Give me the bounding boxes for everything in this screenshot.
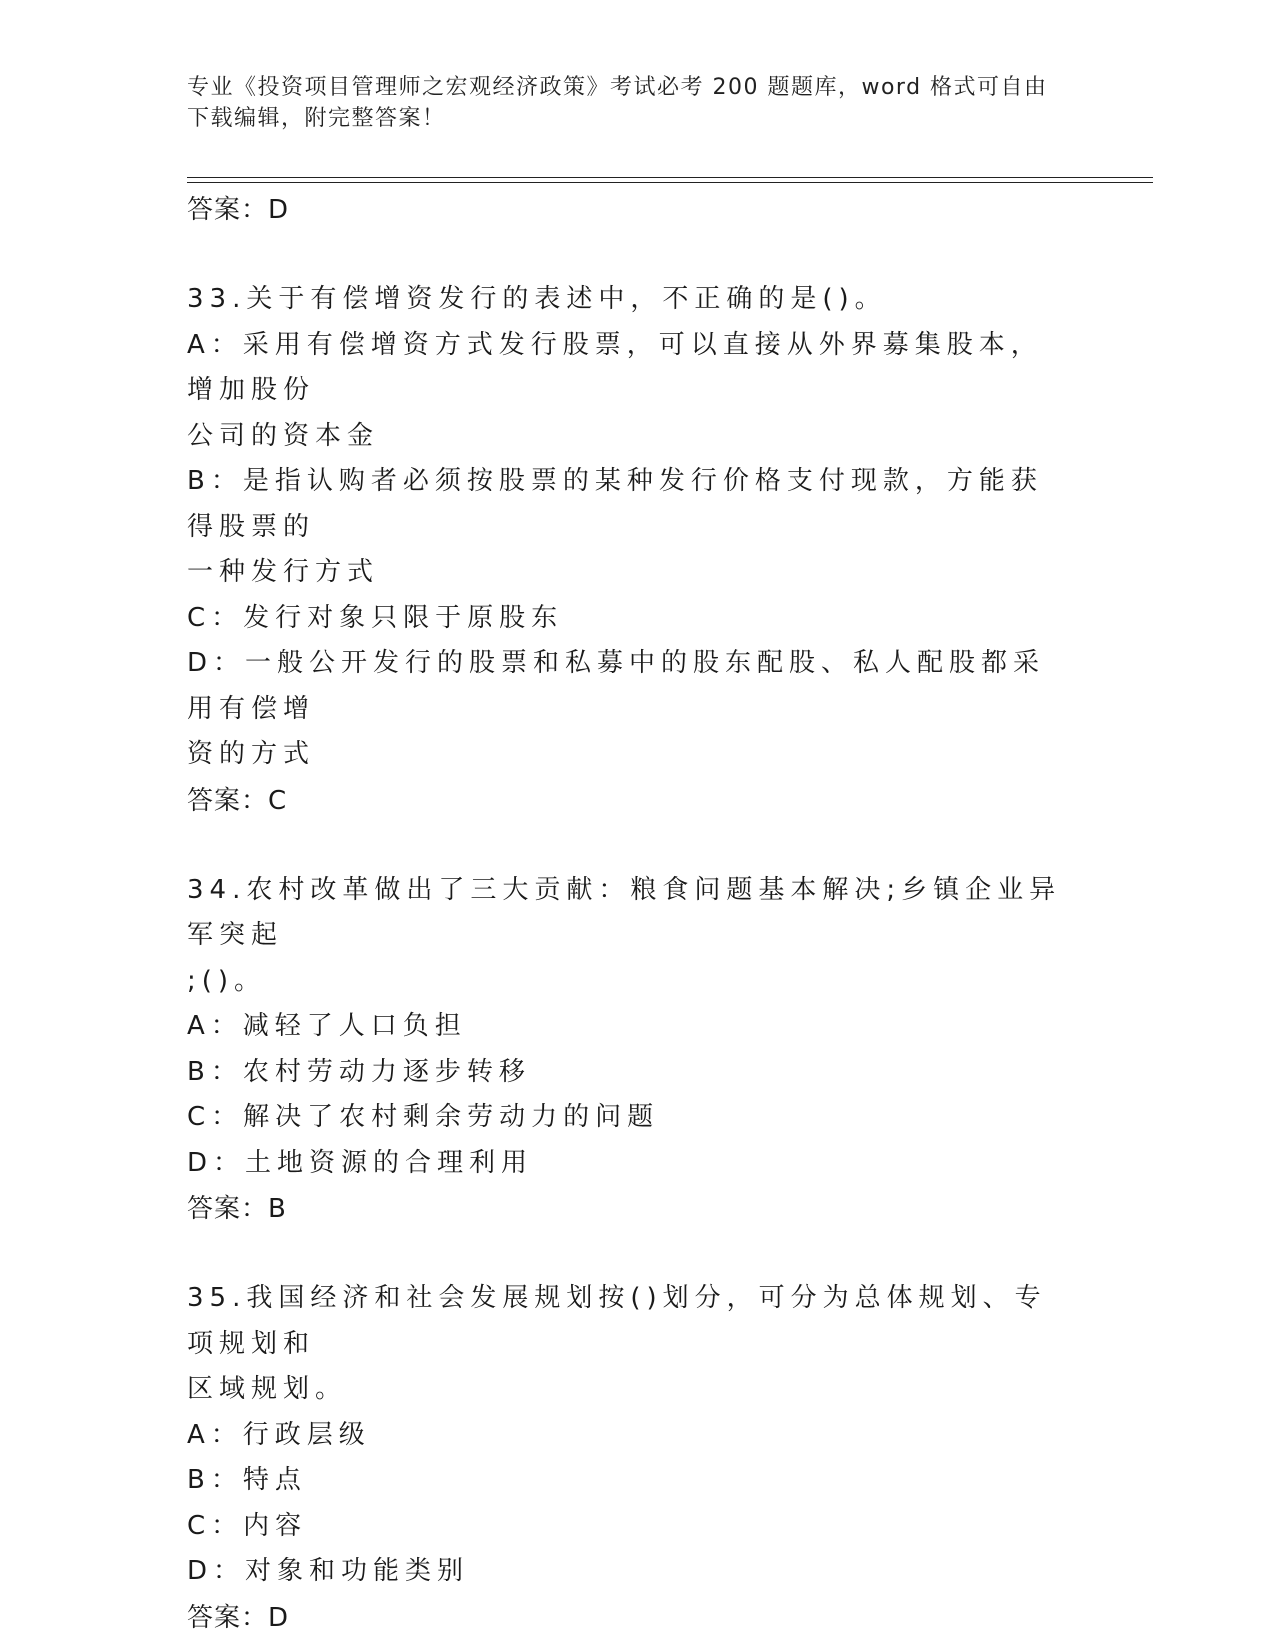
question-text-line: ;()。 [187,965,267,996]
question-34 [187,868,1067,1233]
question-text-line: 33.关于有偿增资发行的表述中，不正确的是()。 [187,284,887,314]
option-b: B：特点 [187,1465,307,1495]
option-c: C：内容 [187,1510,308,1541]
header-divider-top [187,177,1153,178]
header-divider-bottom [187,182,1153,183]
option-b: B：农村劳动力逐步转移 [187,1056,531,1087]
option-c: C：解决了农村剩余劳动力的问题 [187,1102,660,1132]
header-line-2: 下载编辑，附完整答案！ [187,106,446,131]
option-d: D：对象和功能类别 [187,1556,470,1586]
option-d: D：一般公开发行的股票和私募中的股东配股、私人配股都采用有偿增 [187,648,1046,724]
document-header [187,72,1067,134]
header-line-1: 专业《投资项目管理师之宏观经济政策》考试必考 200 题题库，word 格式可自由 [187,75,1048,100]
option-b-continued: 一种发行方式 [187,557,380,587]
question-list [187,187,1067,1641]
option-a-continued: 公司的资本金 [187,420,380,451]
answer: 答案：B [187,1194,287,1224]
question-text-line: 35.我国经济和社会发展规划按()划分，可分为总体规划、专项规划和 [187,1283,1047,1359]
option-d: D：土地资源的合理利用 [187,1147,534,1178]
option-a: A：采用有偿增资方式发行股票，可以直接从外界募集股本，增加股份 [187,329,1043,405]
question-text-line: 34.农村改革做出了三大贡献：粮食问题基本解决;乡镇企业异军突起 [187,874,1062,950]
question-text-line: 区域规划。 [187,1374,348,1404]
option-d-continued: 资的方式 [187,739,316,769]
previous-answer: 答案：D [187,195,290,225]
answer: 答案：C [187,785,288,816]
option-b: B：是指认购者必须按股票的某种发行价格支付现款，方能获得股票的 [187,466,1043,542]
answer: 答案：D [187,1602,290,1633]
option-a: A：减轻了人口负担 [187,1011,467,1041]
option-a: A：行政层级 [187,1419,371,1450]
question-35 [187,1276,1067,1641]
option-c: C：发行对象只限于原股东 [187,602,564,633]
question-33 [187,277,1067,824]
